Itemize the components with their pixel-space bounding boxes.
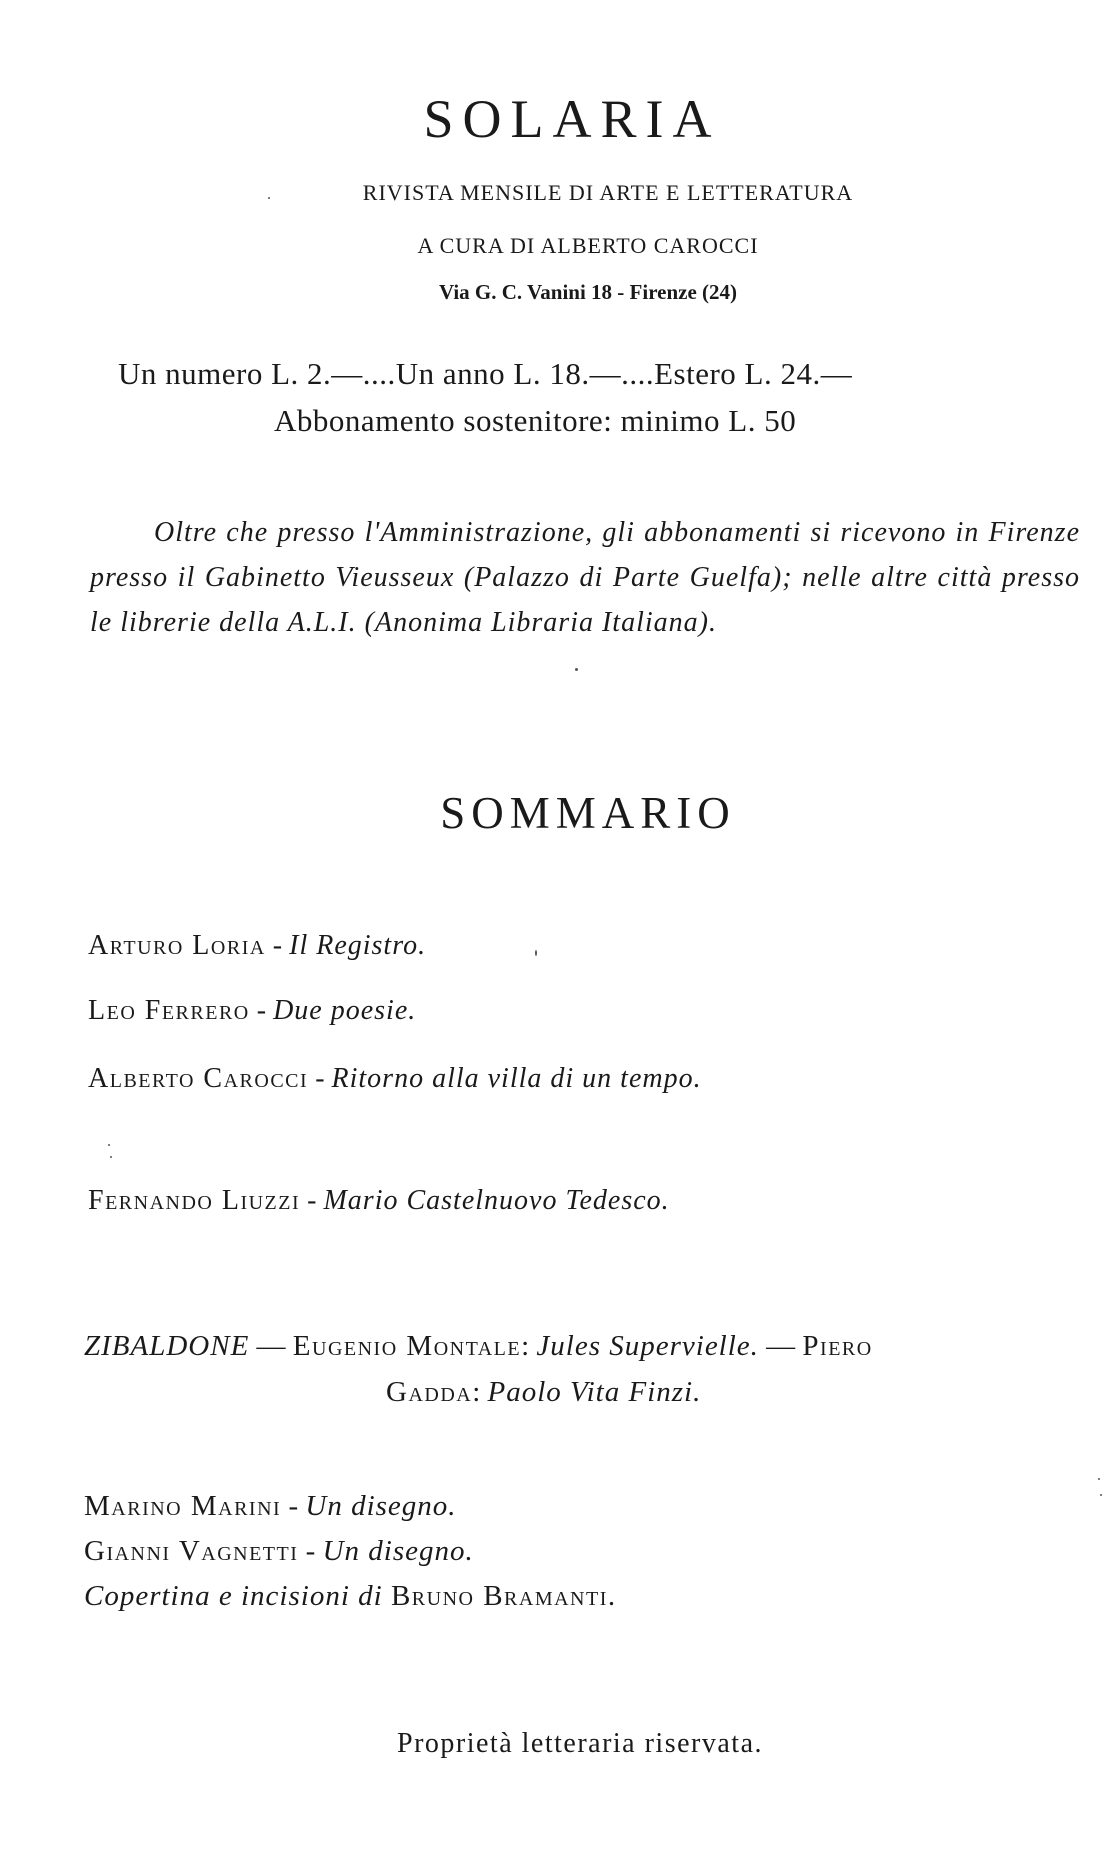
print-speck (575, 668, 578, 671)
zibaldone-colon: : (472, 1376, 488, 1408)
contents-heading: SOMMARIO (440, 788, 736, 838)
credit-separator: - (298, 1535, 323, 1567)
print-speck (108, 1144, 110, 1146)
magazine-subtitle: RIVISTA MENSILE DI ARTE E LETTERATURA (362, 180, 854, 205)
zibaldone-dash: — (249, 1330, 293, 1362)
zibaldone-entry-continued (386, 1376, 701, 1409)
zibaldone-entry (84, 1330, 873, 1363)
entry-title: Mario Castelnuovo Tedesco. (323, 1185, 670, 1216)
entry-author: Alberto Carocci (88, 1063, 309, 1094)
zibaldone-title: Paolo Vita Finzi. (487, 1376, 702, 1408)
credit-title: Un disegno. (305, 1490, 457, 1522)
print-speck (110, 1156, 112, 1158)
entry-title: Il Registro. (289, 930, 427, 961)
entry-author: Arturo Loria (88, 930, 266, 961)
contents-entry (88, 995, 416, 1027)
credit-author: Gianni Vagnetti (84, 1535, 299, 1567)
zibaldone-dash: — (758, 1330, 803, 1362)
entry-separator: - (308, 1063, 332, 1094)
address-line: Via G. C. Vanini 18 - Firenze (24) (438, 280, 738, 304)
entry-author: Fernando Liuzzi (88, 1185, 301, 1216)
credit-separator: - (281, 1490, 306, 1522)
contents-entry (88, 1063, 702, 1095)
print-speck (535, 950, 537, 956)
credit-author: Marino Marini (84, 1490, 282, 1522)
print-speck (1098, 1478, 1100, 1480)
illustration-credit (84, 1490, 457, 1523)
zibaldone-author: Piero (802, 1330, 873, 1362)
entry-separator: - (249, 995, 274, 1026)
cover-credit-text: Copertina e incisioni di (84, 1580, 391, 1612)
entry-title: Due poesie. (273, 995, 417, 1026)
sustaining-subscription: Abbonamento sostenitore: minimo L. 50 (274, 403, 797, 438)
contents-entry (88, 930, 426, 962)
zibaldone-colon: : (521, 1330, 537, 1362)
cover-credit (84, 1580, 617, 1613)
zibaldone-title: Jules Supervielle. (536, 1330, 759, 1362)
entry-title: Ritorno alla villa di un tempo. (331, 1063, 702, 1094)
credit-title: Un disegno. (322, 1535, 474, 1567)
magazine-title: SOLARIA (423, 89, 721, 149)
price-line: Un numero L. 2.—....Un anno L. 18.—....Estero L. 24.— (118, 356, 853, 391)
zibaldone-author: Gadda (386, 1376, 473, 1408)
zibaldone-author: Eugenio Montale (292, 1330, 522, 1362)
contents-entry (88, 1185, 670, 1217)
print-speck (1100, 1494, 1102, 1496)
curator-line: A CURA DI ALBERTO CAROCCI (417, 233, 759, 258)
entry-author: Leo Ferrero (88, 995, 250, 1026)
zibaldone-label: ZIBALDONE (84, 1330, 250, 1362)
rights-notice: Proprietà letteraria riservata. (397, 1728, 763, 1759)
subscription-note: Oltre che presso l'Amministrazione, gli abbonamenti si ricevono in Firenze presso il Gabinetto Vieusseux (Palazzo di Parte Guelfa); nelle altre città presso le librerie della A.L.I. (Anonima Libraria Italiana). (90, 517, 1080, 638)
cover-credit-author: Bruno Bramanti. (390, 1580, 617, 1612)
illustration-credit (84, 1535, 474, 1568)
entry-separator: - (265, 930, 290, 961)
print-speck (268, 197, 270, 199)
entry-separator: - (300, 1185, 324, 1216)
